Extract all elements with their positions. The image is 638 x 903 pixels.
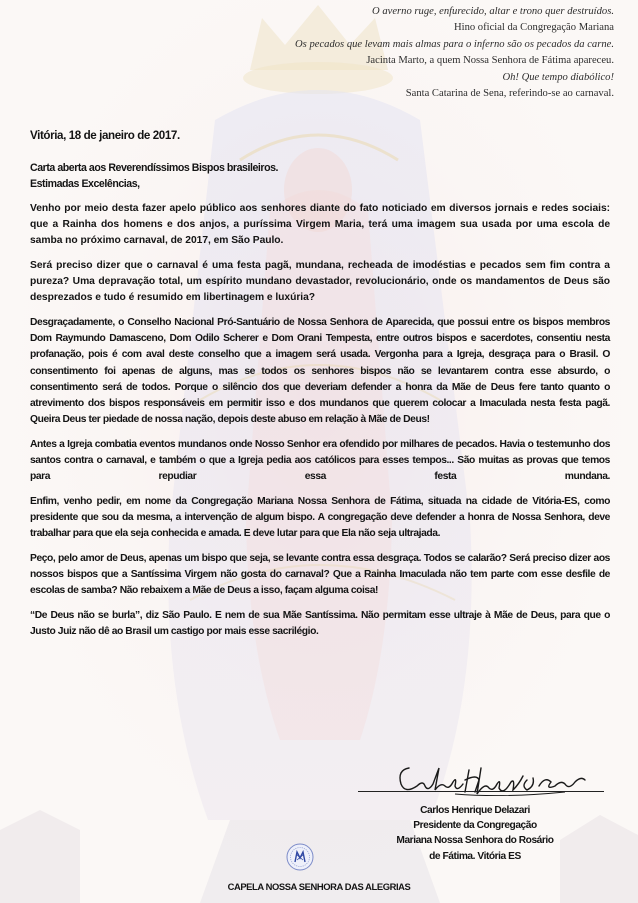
body-paragraph: Será preciso dizer que o carnaval é uma festa pagã, mundana, recheada de imodéstias e pecados sem fim contra a pureza? Uma depravação total, um espírito mundano devastador, revolucionário, onde os mandamentos de Deus são desprezados e tudo é resumido em libertinagem e luxúria? <box>30 260 610 304</box>
salutation-line: Estimadas Excelências, <box>30 178 140 190</box>
letter-date: Vitória, 18 de janeiro de 2017. <box>30 129 180 142</box>
epigraph-block <box>54 4 614 102</box>
epigraph-source: Jacinta Marto, a quem Nossa Senhora de Fátima apareceu. <box>366 55 614 67</box>
epigraph-source: Hino oficial da Congregação Mariana <box>453 22 614 34</box>
body-paragraph: Enfim, venho pedir, em nome da Congregação Mariana Nossa Senhora de Fátima, situada na cidade de Vitória-ES, como presidente que sou da mesma, a intervenção de algum bispo. A congregação deve defender a honra de Nossa Senhora, deve trabalhar para que ela seja conhecida e amada. E deve lutar para que Ela não seja ultrajada. <box>30 495 610 540</box>
epigraph-quote: Os pecados que levam mais almas para o inferno são os pecados da carne. <box>295 38 614 50</box>
body-paragraph: Peço, pelo amor de Deus, apenas um bispo que seja, se levante contra essa desgraça. Todos se calarão? Será preciso dizer aos nossos bispos que a Santíssima Virgem não gosta do carnaval? Que a Rainha Imaculada não tem parte com esse desfile de escolas de samba? Não rebaixem a Mãe de Deus a isso, façam alguma coisa! <box>30 552 610 597</box>
epigraph-source: Santa Catarina de Sena, referindo-se ao carnaval. <box>405 88 614 100</box>
signature-block <box>380 803 570 864</box>
marian-monogram-seal-icon <box>286 843 314 871</box>
signer-title: Mariana Nossa Senhora do Rosário <box>396 835 554 847</box>
handwritten-signature <box>395 756 595 801</box>
chapel-footer: CAPELA NOSSA SENHORA DAS ALEGRIAS <box>227 881 411 892</box>
epigraph-quote: O averno ruge, enfurecido, altar e trono quer destruídos. <box>372 6 614 17</box>
epigraph-quote: Oh! Que tempo diabólico! <box>502 71 614 83</box>
signer-title: Presidente da Congregação <box>413 820 537 832</box>
body-paragraph: Antes a Igreja combatia eventos mundanos onde Nosso Senhor era ofendido por milhares de pecados. Havia o testemunho dos santos contra o carnaval, e também o que a Igreja pedia aos católicos para esses tempos... São muitas as provas que temos para repudiar essa festa mundana. <box>30 438 610 483</box>
signature-line <box>358 791 604 792</box>
signer-title: de Fátima. Vitória ES <box>429 850 521 862</box>
salutation <box>30 160 278 192</box>
salutation-line: Carta aberta aos Reverendíssimos Bispos brasileiros. <box>30 162 279 174</box>
signer-name: Carlos Henrique Delazari <box>420 805 530 816</box>
body-paragraph: Desgraçadamente, o Conselho Nacional Pró-Santuário de Nossa Senhora de Aparecida, que possui entre os bispos membros Dom Raymundo Damasceno, Dom Odilo Scherer e Dom Orani Tempesta, entre outros bispos e sacerdotes, consentiu nesta profanação, pois é com aval deste conselho que a imagem será usada. Vergonha para a Igreja, desgraça para o Brasil. O consentimento foi apenas de alguns, mas se todos os senhores bispos não se levantarem contra esse absurdo, o consentimento será de todos. Porque o silêncio dos que deveriam defender a honra da Mãe de Deus fere tanto quanto o atrevimento dos bispos responsáveis em permitir isso e dos mundanos que querem colocar a Imaculada nesta festa pagã. Queira Deus ter piedade de nossa nação, depois deste abuso em relação à Mãe de Deus! <box>30 317 610 426</box>
body-paragraph: “De Deus não se burla”, diz São Paulo. E nem de sua Mãe Santíssima. Não permitam esse ultraje à Mãe de Deus, para que o Justo Juiz não dê ao Brasil um castigo por mais esse sacrilégio. <box>30 609 610 638</box>
letter-body <box>30 201 610 649</box>
body-paragraph: Venho por meio desta fazer apelo público aos senhores diante do fato noticiado em diversos jornais e redes sociais: que a Rainha dos homens e dos anjos, a puríssima Virgem Maria, terá uma imagem sua usada por uma escola de samba no próximo carnaval, de 2017, em São Paulo. <box>30 203 610 247</box>
